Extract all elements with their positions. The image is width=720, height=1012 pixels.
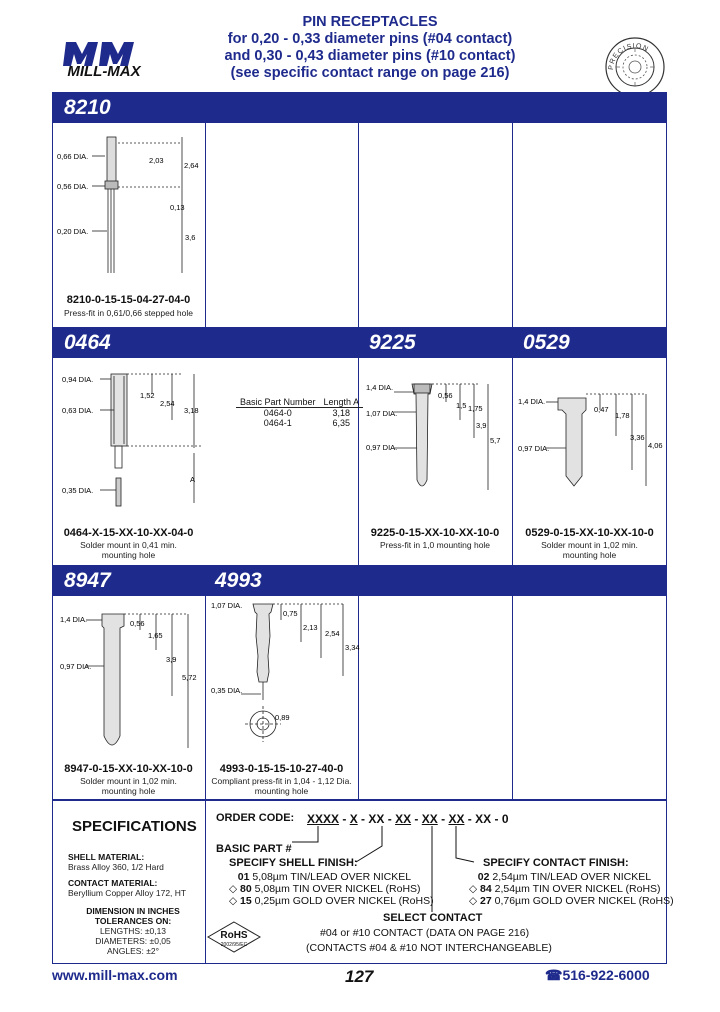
dim-label: 0,56 [438, 391, 453, 400]
dim-label: 0,56 [130, 619, 145, 628]
contact-material-value: Beryllium Copper Alloy 172, HT [68, 888, 187, 898]
dim-label: 2,54 [325, 629, 340, 638]
part-number-9225: 9225-0-15-XX-10-XX-10-0 [370, 527, 500, 539]
code-part-contact-finish: XX [448, 812, 465, 826]
tolerance-row [68, 926, 198, 936]
shell-finish-item: ◇ 15 0,25µm GOLD OVER NICKEL (RoHS) [229, 895, 434, 907]
dim-label: 1,07 DIA. [366, 409, 398, 418]
specifications-heading: SPECIFICATIONS [72, 818, 197, 835]
grid-divider [512, 596, 513, 800]
dim-label: 3,18 [184, 406, 199, 415]
dim-label: 0,97 DIA. [60, 662, 92, 671]
mount-note-0529 [512, 540, 667, 560]
part-number-8210: 8210-0-15-15-04-27-04-0 [66, 294, 191, 306]
rohs-title: RoHS [220, 930, 248, 941]
mount-note-9225: Press-fit in 1,0 mounting hole [379, 540, 491, 550]
code-part: XX [368, 812, 385, 826]
shell-finish-title: SPECIFY SHELL FINISH: [229, 857, 358, 869]
dim-label: 3,9 [476, 421, 487, 430]
finish-desc: 2,54µm TIN OVER NICKEL (RoHS) [494, 883, 661, 895]
series-label-9225: 9225 [369, 331, 416, 354]
dim-label: 0,47 [594, 405, 609, 414]
part-number-8947: 8947-0-15-XX-10-XX-10-0 [64, 763, 193, 775]
mount-note-8947 [52, 776, 205, 796]
dim-label: 3,34 [345, 643, 360, 652]
dim-label: 1,4 DIA. [60, 615, 88, 624]
dim-label: 0,13 [170, 203, 185, 212]
dim-label: 0,35 DIA. [62, 486, 94, 495]
dim-label: 0,63 DIA. [62, 406, 94, 415]
tolerance-value: ±0,05 [149, 936, 171, 946]
shell-material-label: SHELL MATERIAL: [68, 852, 145, 862]
dim-label: 5,72 [182, 673, 197, 682]
website-link[interactable]: www.mill-max.com [52, 967, 178, 983]
dim-label: 0,94 DIA. [62, 375, 94, 384]
seal-text: PRECISION [607, 42, 650, 71]
section-band-2 [52, 327, 667, 358]
dim-label: 2,54 [160, 399, 175, 408]
dim-label: 1,4 DIA. [518, 397, 546, 406]
finish-code: 15 [240, 895, 252, 907]
code-part-shell: X [349, 812, 358, 826]
phone-number[interactable]: 516-922-6000 [562, 967, 650, 983]
dim-label: 1,78 [615, 411, 630, 420]
grid-divider [205, 123, 206, 327]
shell-finish-item [229, 871, 434, 883]
phone-block [545, 967, 650, 984]
finish-code: 01 [237, 871, 250, 883]
part-number-0464: 0464-X-15-XX-10-XX-04-0 [63, 527, 194, 539]
dim-label: 1,07 DIA. [211, 601, 243, 610]
code-part: XX [421, 812, 438, 826]
basic-part-label: BASIC PART # [216, 843, 292, 855]
tolerance-name: LENGTHS: [99, 926, 143, 936]
dimension-unit-label: DIMENSION IN INCHES [86, 906, 180, 916]
finish-desc: 5,08µm TIN/LEAD OVER NICKEL [252, 871, 412, 883]
select-contact-title: SELECT CONTACT [383, 912, 483, 924]
dim-label: 2,64 [184, 161, 199, 170]
grid-divider [358, 123, 359, 327]
contact-finish-item [469, 871, 674, 883]
series-label-0464: 0464 [64, 331, 111, 354]
dim-label: 0,97 DIA. [366, 443, 398, 452]
tolerance-row [68, 936, 198, 946]
contact-finish-list [469, 871, 674, 907]
title-line-1: PIN RECEPTACLES [302, 14, 438, 30]
tolerance-value: ±2° [146, 946, 160, 956]
tolerance-value: ±0,13 [144, 926, 167, 936]
dim-label: 2,13 [303, 623, 318, 632]
mount-note-line: mounting hole [101, 550, 156, 560]
finish-code: 80 [240, 883, 252, 895]
mill-max-logo [52, 40, 156, 80]
contact-finish-title: SPECIFY CONTACT FINISH: [483, 857, 629, 869]
dim-label: 5,7 [490, 436, 501, 445]
rohs-sub: 2002/95/EC [220, 942, 248, 948]
title-line-3: and 0,30 - 0,43 diameter pins (#10 contact) [224, 48, 516, 64]
dim-label: 0,75 [283, 609, 298, 618]
finish-code: 02 [477, 871, 490, 883]
tolerance-row [68, 946, 198, 956]
dim-label: 0,66 DIA. [57, 152, 89, 161]
series-label-8947: 8947 [64, 569, 111, 592]
table-header: Basic Part Number [236, 397, 320, 408]
order-code-label: ORDER CODE: [216, 812, 295, 824]
dim-label: 1,52 [140, 391, 155, 400]
section-band-3 [52, 565, 667, 596]
mount-note-line: Solder mount in 1,02 min. [541, 540, 638, 550]
tolerance-name: ANGLES: [106, 946, 144, 956]
mount-note-8210: Press-fit in 0,61/0,66 stepped hole [64, 308, 193, 318]
grid-divider [512, 123, 513, 327]
mount-note-line: Solder mount in 0,41 min. [80, 540, 177, 550]
finish-code: 84 [480, 883, 492, 895]
code-part-basic: XXXX [307, 812, 340, 826]
dim-label: 2,03 [149, 156, 164, 165]
grid-divider [358, 596, 359, 800]
dim-label: 1,5 [456, 401, 467, 410]
dim-label: 4,06 [648, 441, 663, 450]
tolerance-name: DIAMETERS: [95, 936, 148, 946]
phone-icon: ☎ [545, 967, 563, 983]
mount-note-line: mounting hole [254, 786, 309, 796]
mount-note-0464 [52, 540, 205, 560]
dim-label: 3,9 [166, 655, 177, 664]
dim-label: 0,89 [275, 713, 290, 722]
dim-label: 3,36 [630, 433, 645, 442]
dim-label: 0,56 DIA. [57, 182, 89, 191]
dim-label: 1,75 [468, 404, 483, 413]
dim-label: 1,4 DIA. [366, 383, 394, 392]
code-part: XX [475, 812, 492, 826]
dim-label: 3,6 [185, 233, 196, 242]
mount-note-4993 [205, 776, 358, 796]
shell-finish-list [229, 871, 434, 907]
dim-label: A [190, 475, 196, 484]
contact-finish-item: ◇ 27 0,76µm GOLD OVER NICKEL (RoHS) [469, 895, 674, 907]
logo-text: MILL-MAX [67, 63, 141, 80]
part-number-4993: 4993-0-15-15-10-27-40-0 [219, 763, 344, 775]
mount-note-line: Compliant press-fit in 1,04 - 1,12 Dia. [211, 776, 352, 786]
dim-label: 0,20 DIA. [57, 227, 89, 236]
section-band-1 [52, 92, 667, 123]
series-label-8210: 8210 [64, 96, 111, 119]
mount-note-line: mounting hole [101, 786, 156, 796]
contact-choice: #04 or #10 CONTACT (DATA ON PAGE 216) [320, 927, 530, 939]
shell-finish-item: ◇ 80 5,08µm TIN OVER NICKEL (RoHS) [229, 883, 421, 895]
precision-seal [604, 36, 666, 98]
table-header: Length A [320, 397, 364, 408]
table-cell: 0464-0 [263, 408, 292, 418]
contact-warning: (CONTACTS #04 & #10 NOT INTERCHANGEABLE) [306, 942, 552, 954]
mount-note-line: mounting hole [562, 550, 617, 560]
table-cell: 0464-1 [263, 418, 292, 428]
code-part: 0 [501, 812, 509, 826]
order-code: XXXX - X - XX - XX - XX - XX - XX - 0 [307, 812, 509, 826]
shell-material-value: Brass Alloy 360, 1/2 Hard [68, 862, 164, 872]
tolerance-block [68, 906, 198, 956]
title-line-4: (see specific contact range on page 216) [230, 65, 510, 81]
part-number-0529: 0529-0-15-XX-10-XX-10-0 [525, 527, 654, 539]
series-label-4993: 4993 [215, 569, 262, 592]
tolerances-label: TOLERANCES ON: [94, 916, 172, 926]
table-cell: 6,35 [332, 418, 351, 428]
finish-desc: 0,25µm GOLD OVER NICKEL (RoHS) [254, 895, 434, 907]
table-cell: 3,18 [332, 408, 351, 418]
contact-finish-item: ◇ 84 2,54µm TIN OVER NICKEL (RoHS) [469, 883, 661, 895]
mount-note-line: Solder mount in 1,02 min. [80, 776, 177, 786]
finish-desc: 5,08µm TIN OVER NICKEL (RoHS) [254, 883, 421, 895]
series-label-0529: 0529 [523, 331, 570, 354]
dim-label: 0,35 DIA. [211, 686, 243, 695]
spec-material-block [68, 852, 200, 898]
code-part-contact: XX [395, 812, 412, 826]
page-number: 127 [345, 967, 374, 986]
dim-label: 1,65 [148, 631, 163, 640]
title-line-2: for 0,20 - 0,33 diameter pins (#04 contact) [227, 31, 513, 47]
length-table-0464 [236, 397, 363, 428]
contact-material-label: CONTACT MATERIAL: [68, 878, 158, 888]
finish-code: 27 [480, 895, 492, 907]
dim-label: 0,97 DIA. [518, 444, 550, 453]
page-title [160, 14, 580, 82]
finish-desc: 2,54µm TIN/LEAD OVER NICKEL [492, 871, 652, 883]
finish-desc: 0,76µm GOLD OVER NICKEL (RoHS) [494, 895, 674, 907]
